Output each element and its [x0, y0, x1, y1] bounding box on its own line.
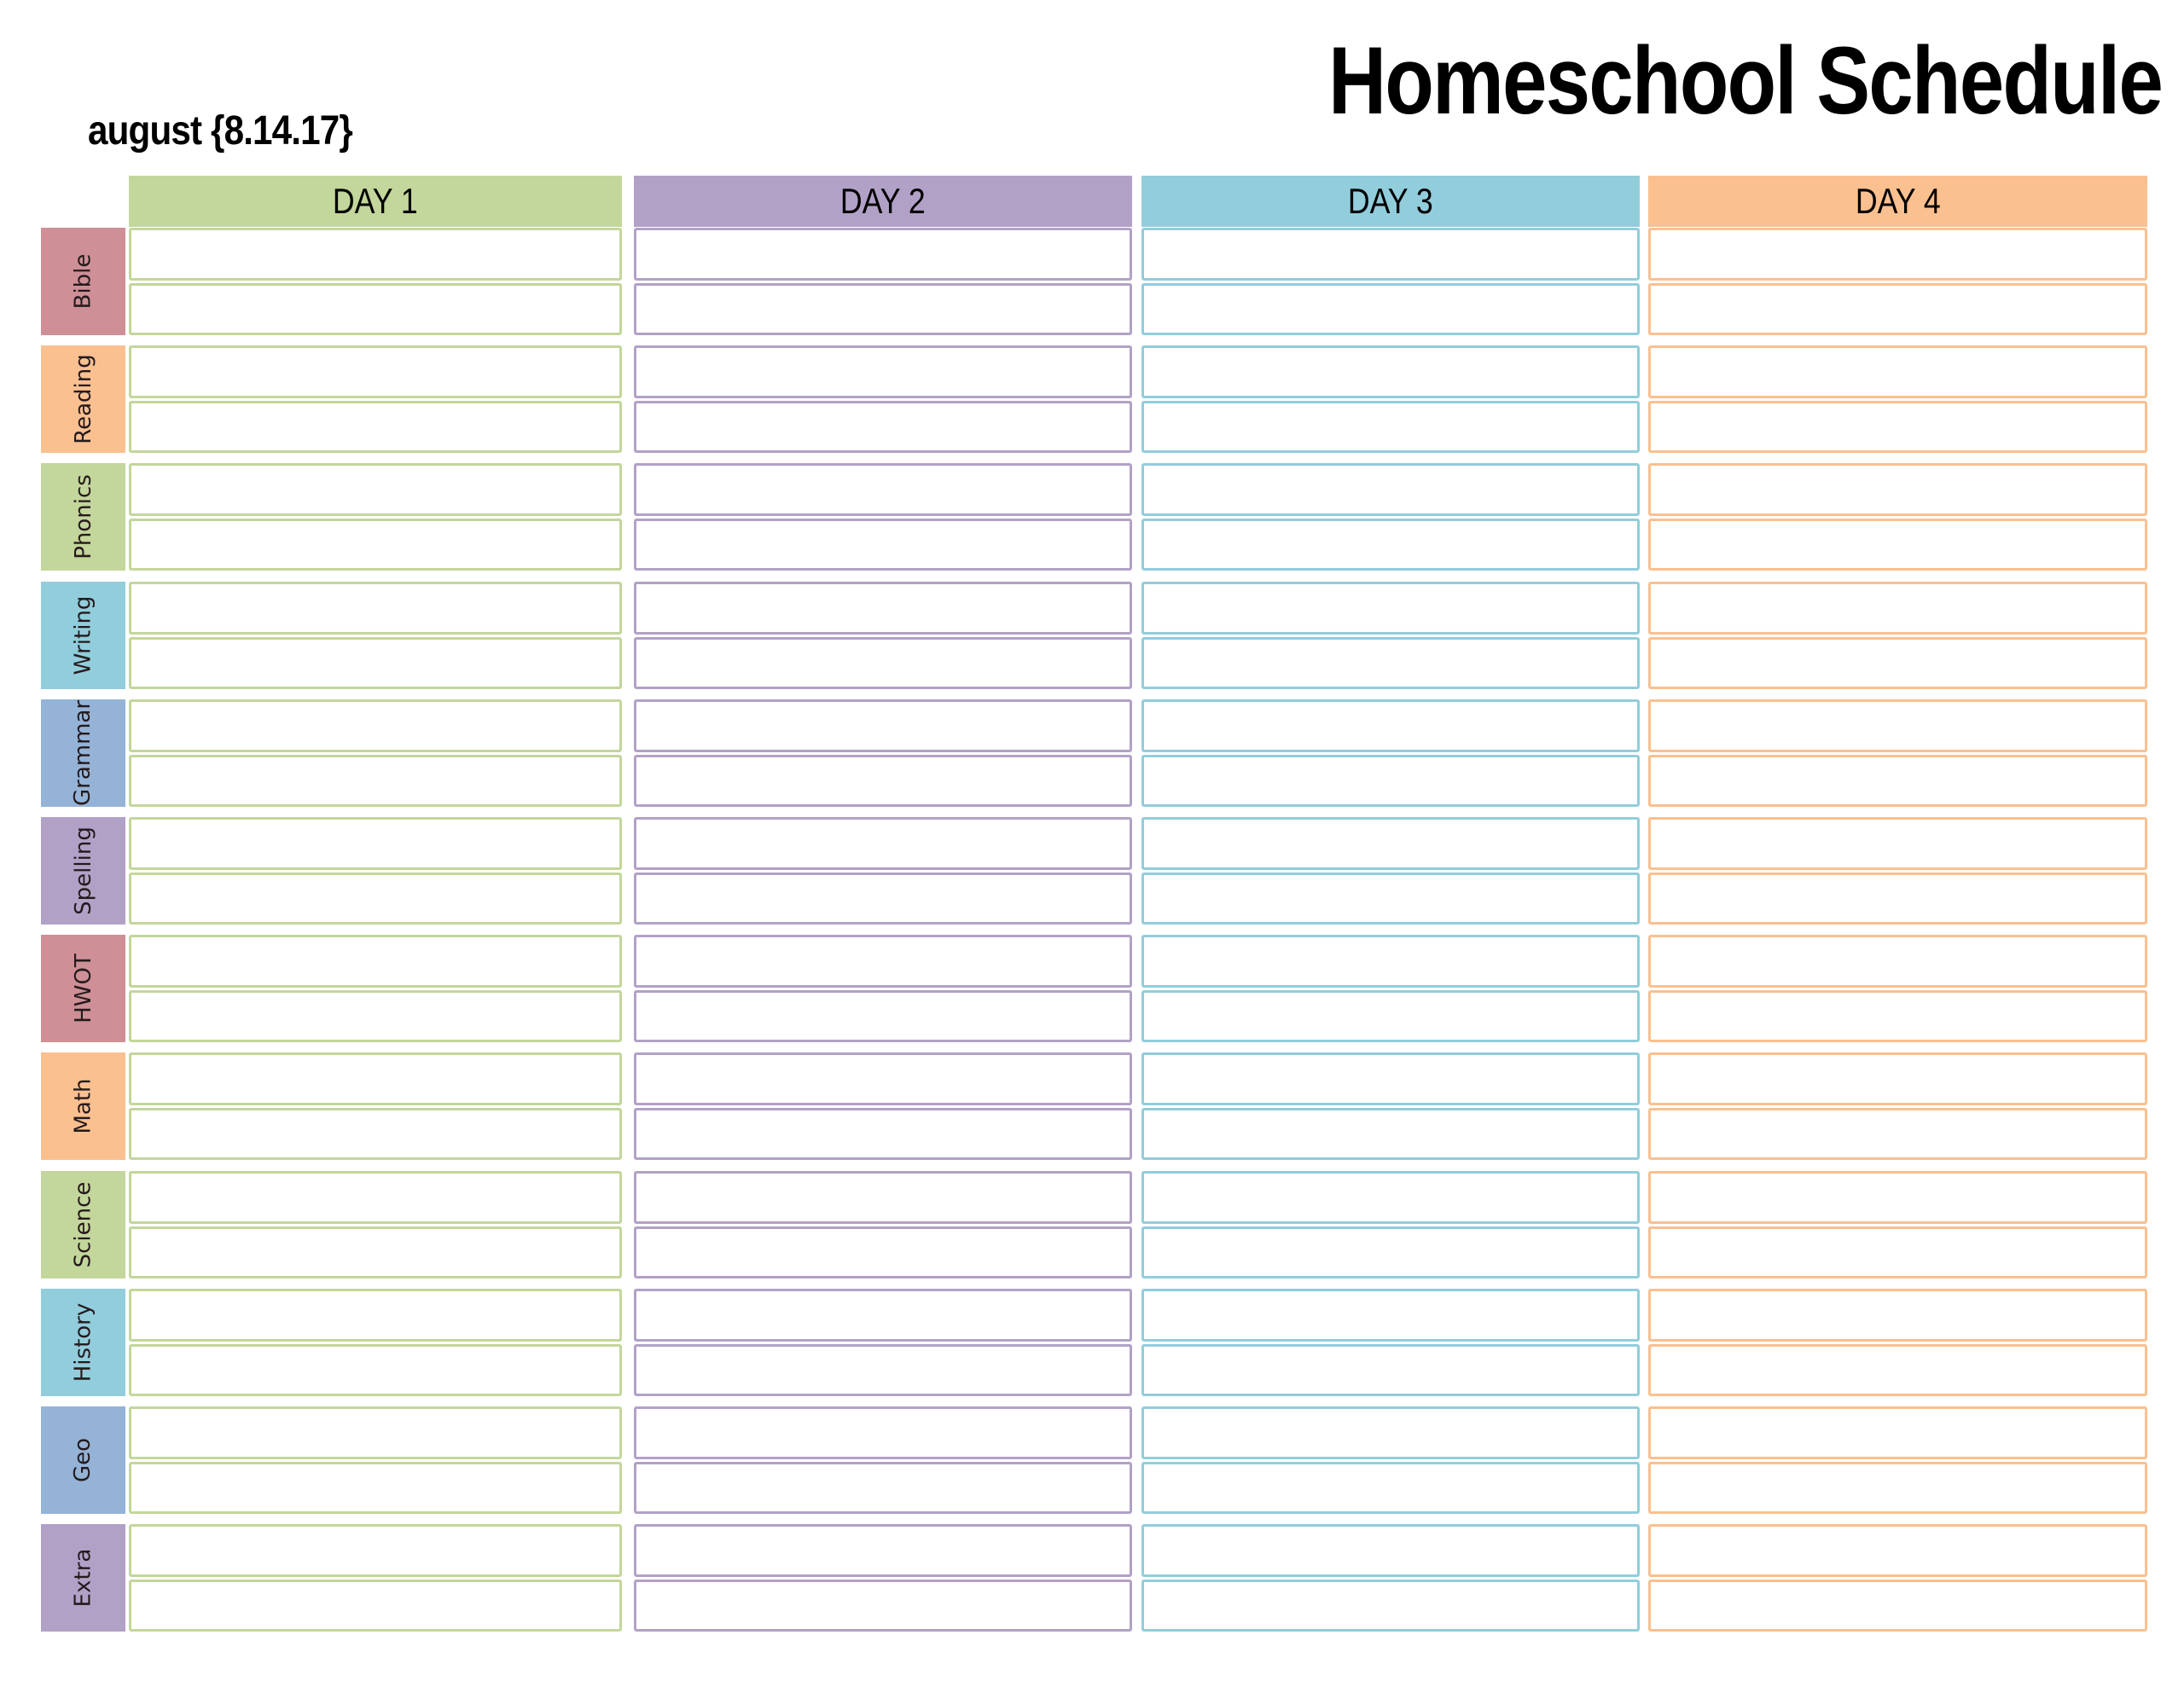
cell-phonics-day4-line2[interactable] [1648, 519, 2147, 571]
subject-label-text: HWOT [70, 954, 96, 1023]
cell-phonics-day2-line1[interactable] [634, 463, 1132, 516]
cell-hwot-day1 [129, 935, 622, 1042]
subject-label-text: Spelling [70, 826, 96, 915]
cell-math-day3-line1[interactable] [1141, 1052, 1640, 1105]
cell-bible-day3-line2[interactable] [1141, 283, 1640, 336]
cell-hwot-day3-line2[interactable] [1141, 990, 1640, 1043]
cell-grammar-day2-line2[interactable] [634, 755, 1132, 808]
cell-writing-day1-line1[interactable] [129, 582, 622, 635]
day-header-2 [634, 176, 1132, 227]
cell-spelling-day3 [1141, 817, 1640, 925]
cell-reading-day2 [634, 345, 1132, 453]
day-header-3 [1141, 176, 1640, 227]
day-header-4 [1648, 176, 2147, 227]
date-label: august {8.14.17} [88, 108, 352, 154]
cell-phonics-day1 [129, 463, 622, 571]
cell-grammar-day1-line2[interactable] [129, 755, 622, 808]
subject-label-writing [41, 582, 125, 689]
cell-writing-day1 [129, 582, 622, 689]
subject-label-reading [41, 345, 125, 453]
cell-extra-day1 [129, 1524, 622, 1632]
cell-phonics-day3-line1[interactable] [1141, 463, 1640, 516]
cell-science-day4 [1648, 1171, 2147, 1278]
cell-reading-day4-line2[interactable] [1648, 401, 2147, 454]
cell-grammar-day2-line1[interactable] [634, 699, 1132, 752]
cell-history-day3-line1[interactable] [1141, 1289, 1640, 1342]
cell-history-day2 [634, 1289, 1132, 1396]
subject-label-extra [41, 1524, 125, 1632]
cell-geo-day2 [634, 1406, 1132, 1514]
cell-geo-day3-line2[interactable] [1141, 1462, 1640, 1515]
subject-label-text: Math [70, 1078, 96, 1134]
cell-hwot-day1-line2[interactable] [129, 990, 622, 1043]
cell-math-day4-line2[interactable] [1648, 1108, 2147, 1161]
cell-spelling-day4 [1648, 817, 2147, 925]
day-header-label: DAY 4 [1855, 181, 1941, 221]
subject-label-text: Reading [70, 354, 96, 444]
cell-reading-day3-line1[interactable] [1141, 345, 1640, 398]
subject-label-hwot [41, 935, 125, 1042]
cell-bible-day2 [634, 228, 1132, 335]
cell-extra-day2-line1[interactable] [634, 1524, 1132, 1577]
cell-spelling-day3-line2[interactable] [1141, 872, 1640, 925]
cell-writing-day2-line1[interactable] [634, 582, 1132, 635]
cell-geo-day2-line1[interactable] [634, 1406, 1132, 1459]
cell-bible-day4-line2[interactable] [1648, 283, 2147, 336]
cell-extra-day2-line2[interactable] [634, 1580, 1132, 1632]
cell-science-day4-line2[interactable] [1648, 1226, 2147, 1279]
cell-math-day2-line1[interactable] [634, 1052, 1132, 1105]
cell-science-day1 [129, 1171, 622, 1278]
cell-grammar-day3-line2[interactable] [1141, 755, 1640, 808]
cell-extra-day2 [634, 1524, 1132, 1632]
cell-history-day4-line1[interactable] [1648, 1289, 2147, 1342]
cell-hwot-day2-line1[interactable] [634, 935, 1132, 988]
cell-hwot-day4-line1[interactable] [1648, 935, 2147, 988]
cell-reading-day3-line2[interactable] [1141, 401, 1640, 454]
cell-history-day4 [1648, 1289, 2147, 1396]
cell-geo-day2-line2[interactable] [634, 1462, 1132, 1515]
subject-label-text: History [70, 1302, 96, 1383]
cell-writing-day1-line2[interactable] [129, 637, 622, 690]
cell-grammar-day3 [1141, 699, 1640, 807]
cell-bible-day1-line2[interactable] [129, 283, 622, 336]
day-header-label: DAY 1 [333, 181, 418, 221]
cell-extra-day3-line1[interactable] [1141, 1524, 1640, 1577]
cell-grammar-day1-line1[interactable] [129, 699, 622, 752]
cell-writing-day3-line2[interactable] [1141, 637, 1640, 690]
cell-spelling-day2-line1[interactable] [634, 817, 1132, 870]
cell-bible-day3-line1[interactable] [1141, 228, 1640, 281]
cell-geo-day4-line1[interactable] [1648, 1406, 2147, 1459]
cell-writing-day3 [1141, 582, 1640, 689]
cell-history-day3 [1141, 1289, 1640, 1396]
cell-hwot-day4-line2[interactable] [1648, 990, 2147, 1043]
cell-spelling-day1 [129, 817, 622, 925]
cell-reading-day3 [1141, 345, 1640, 453]
cell-bible-day2-line1[interactable] [634, 228, 1132, 281]
cell-grammar-day1 [129, 699, 622, 807]
cell-science-day2 [634, 1171, 1132, 1278]
day-header-label: DAY 3 [1348, 181, 1433, 221]
subject-label-text: Geo [70, 1437, 96, 1483]
cell-bible-day1-line1[interactable] [129, 228, 622, 281]
cell-math-day2 [634, 1052, 1132, 1160]
cell-extra-day4-line1[interactable] [1648, 1524, 2147, 1577]
cell-math-day3 [1141, 1052, 1640, 1160]
cell-history-day4-line2[interactable] [1648, 1344, 2147, 1397]
cell-geo-day1-line1[interactable] [129, 1406, 622, 1459]
cell-spelling-day4-line1[interactable] [1648, 817, 2147, 870]
subject-label-text: Bible [70, 253, 96, 310]
cell-geo-day1 [129, 1406, 622, 1514]
cell-math-day4-line1[interactable] [1648, 1052, 2147, 1105]
cell-hwot-day2 [634, 935, 1132, 1042]
cell-geo-day4 [1648, 1406, 2147, 1514]
cell-spelling-day2 [634, 817, 1132, 925]
cell-phonics-day1-line2[interactable] [129, 519, 622, 571]
subject-label-phonics [41, 463, 125, 571]
cell-science-day1-line1[interactable] [129, 1171, 622, 1224]
day-header-label: DAY 2 [840, 181, 926, 221]
subject-label-spelling [41, 817, 125, 925]
cell-history-day1 [129, 1289, 622, 1396]
cell-extra-day1-line1[interactable] [129, 1524, 622, 1577]
cell-geo-day4-line2[interactable] [1648, 1462, 2147, 1515]
cell-math-day3-line2[interactable] [1141, 1108, 1640, 1161]
cell-reading-day1-line2[interactable] [129, 401, 622, 454]
cell-hwot-day3-line1[interactable] [1141, 935, 1640, 988]
cell-history-day2-line2[interactable] [634, 1344, 1132, 1397]
cell-math-day1-line1[interactable] [129, 1052, 622, 1105]
cell-writing-day4 [1648, 582, 2147, 689]
cell-hwot-day2-line2[interactable] [634, 990, 1132, 1043]
cell-history-day1-line2[interactable] [129, 1344, 622, 1397]
cell-grammar-day4-line2[interactable] [1648, 755, 2147, 808]
cell-bible-day4 [1648, 228, 2147, 335]
cell-spelling-day3-line1[interactable] [1141, 817, 1640, 870]
subject-label-science [41, 1171, 125, 1278]
subject-label-history [41, 1289, 125, 1396]
cell-bible-day2-line2[interactable] [634, 283, 1132, 336]
cell-math-day4 [1648, 1052, 2147, 1160]
cell-geo-day3-line1[interactable] [1141, 1406, 1640, 1459]
cell-geo-day1-line2[interactable] [129, 1462, 622, 1515]
subject-label-text: Grammar [70, 699, 96, 807]
cell-reading-day1-line1[interactable] [129, 345, 622, 398]
cell-extra-day4-line2[interactable] [1648, 1580, 2147, 1632]
cell-reading-day2-line1[interactable] [634, 345, 1132, 398]
cell-bible-day3 [1141, 228, 1640, 335]
cell-math-day1 [129, 1052, 622, 1160]
subject-label-text: Science [70, 1181, 96, 1268]
cell-grammar-day4-line1[interactable] [1648, 699, 2147, 752]
subject-label-text: Writing [70, 595, 96, 675]
cell-phonics-day4 [1648, 463, 2147, 571]
cell-extra-day3 [1141, 1524, 1640, 1632]
cell-writing-day3-line1[interactable] [1141, 582, 1640, 635]
subject-label-text: Extra [70, 1548, 96, 1608]
cell-math-day2-line2[interactable] [634, 1108, 1132, 1161]
cell-extra-day1-line2[interactable] [129, 1580, 622, 1632]
cell-grammar-day3-line1[interactable] [1141, 699, 1640, 752]
day-header-1 [129, 176, 622, 227]
cell-science-day2-line1[interactable] [634, 1171, 1132, 1224]
cell-math-day1-line2[interactable] [129, 1108, 622, 1161]
cell-phonics-day3 [1141, 463, 1640, 571]
cell-extra-day4 [1648, 1524, 2147, 1632]
cell-grammar-day4 [1648, 699, 2147, 807]
cell-writing-day4-line2[interactable] [1648, 637, 2147, 690]
cell-spelling-day2-line2[interactable] [634, 872, 1132, 925]
page-title: Homeschool Schedule [1327, 27, 2162, 134]
cell-bible-day1 [129, 228, 622, 335]
cell-science-day2-line2[interactable] [634, 1226, 1132, 1279]
subject-label-grammar [41, 699, 125, 807]
cell-reading-day4-line1[interactable] [1648, 345, 2147, 398]
cell-phonics-day2-line2[interactable] [634, 519, 1132, 571]
cell-writing-day2 [634, 582, 1132, 689]
cell-hwot-day3 [1141, 935, 1640, 1042]
cell-science-day3-line2[interactable] [1141, 1226, 1640, 1279]
cell-phonics-day1-line1[interactable] [129, 463, 622, 516]
cell-geo-day3 [1141, 1406, 1640, 1514]
cell-spelling-day1-line1[interactable] [129, 817, 622, 870]
cell-phonics-day3-line2[interactable] [1141, 519, 1640, 571]
cell-history-day1-line1[interactable] [129, 1289, 622, 1342]
cell-reading-day2-line2[interactable] [634, 401, 1132, 454]
subject-label-geo [41, 1406, 125, 1514]
cell-spelling-day1-line2[interactable] [129, 872, 622, 925]
cell-writing-day2-line2[interactable] [634, 637, 1132, 690]
cell-reading-day4 [1648, 345, 2147, 453]
cell-science-day4-line1[interactable] [1648, 1171, 2147, 1224]
cell-history-day3-line2[interactable] [1141, 1344, 1640, 1397]
cell-science-day3 [1141, 1171, 1640, 1278]
cell-hwot-day4 [1648, 935, 2147, 1042]
cell-science-day3-line1[interactable] [1141, 1171, 1640, 1224]
cell-science-day1-line2[interactable] [129, 1226, 622, 1279]
subject-label-bible [41, 228, 125, 335]
cell-bible-day4-line1[interactable] [1648, 228, 2147, 281]
cell-spelling-day4-line2[interactable] [1648, 872, 2147, 925]
cell-history-day2-line1[interactable] [634, 1289, 1132, 1342]
subject-label-math [41, 1052, 125, 1160]
cell-extra-day3-line2[interactable] [1141, 1580, 1640, 1632]
cell-reading-day1 [129, 345, 622, 453]
subject-label-text: Phonics [70, 474, 96, 559]
cell-hwot-day1-line1[interactable] [129, 935, 622, 988]
cell-phonics-day2 [634, 463, 1132, 571]
cell-grammar-day2 [634, 699, 1132, 807]
cell-writing-day4-line1[interactable] [1648, 582, 2147, 635]
cell-phonics-day4-line1[interactable] [1648, 463, 2147, 516]
